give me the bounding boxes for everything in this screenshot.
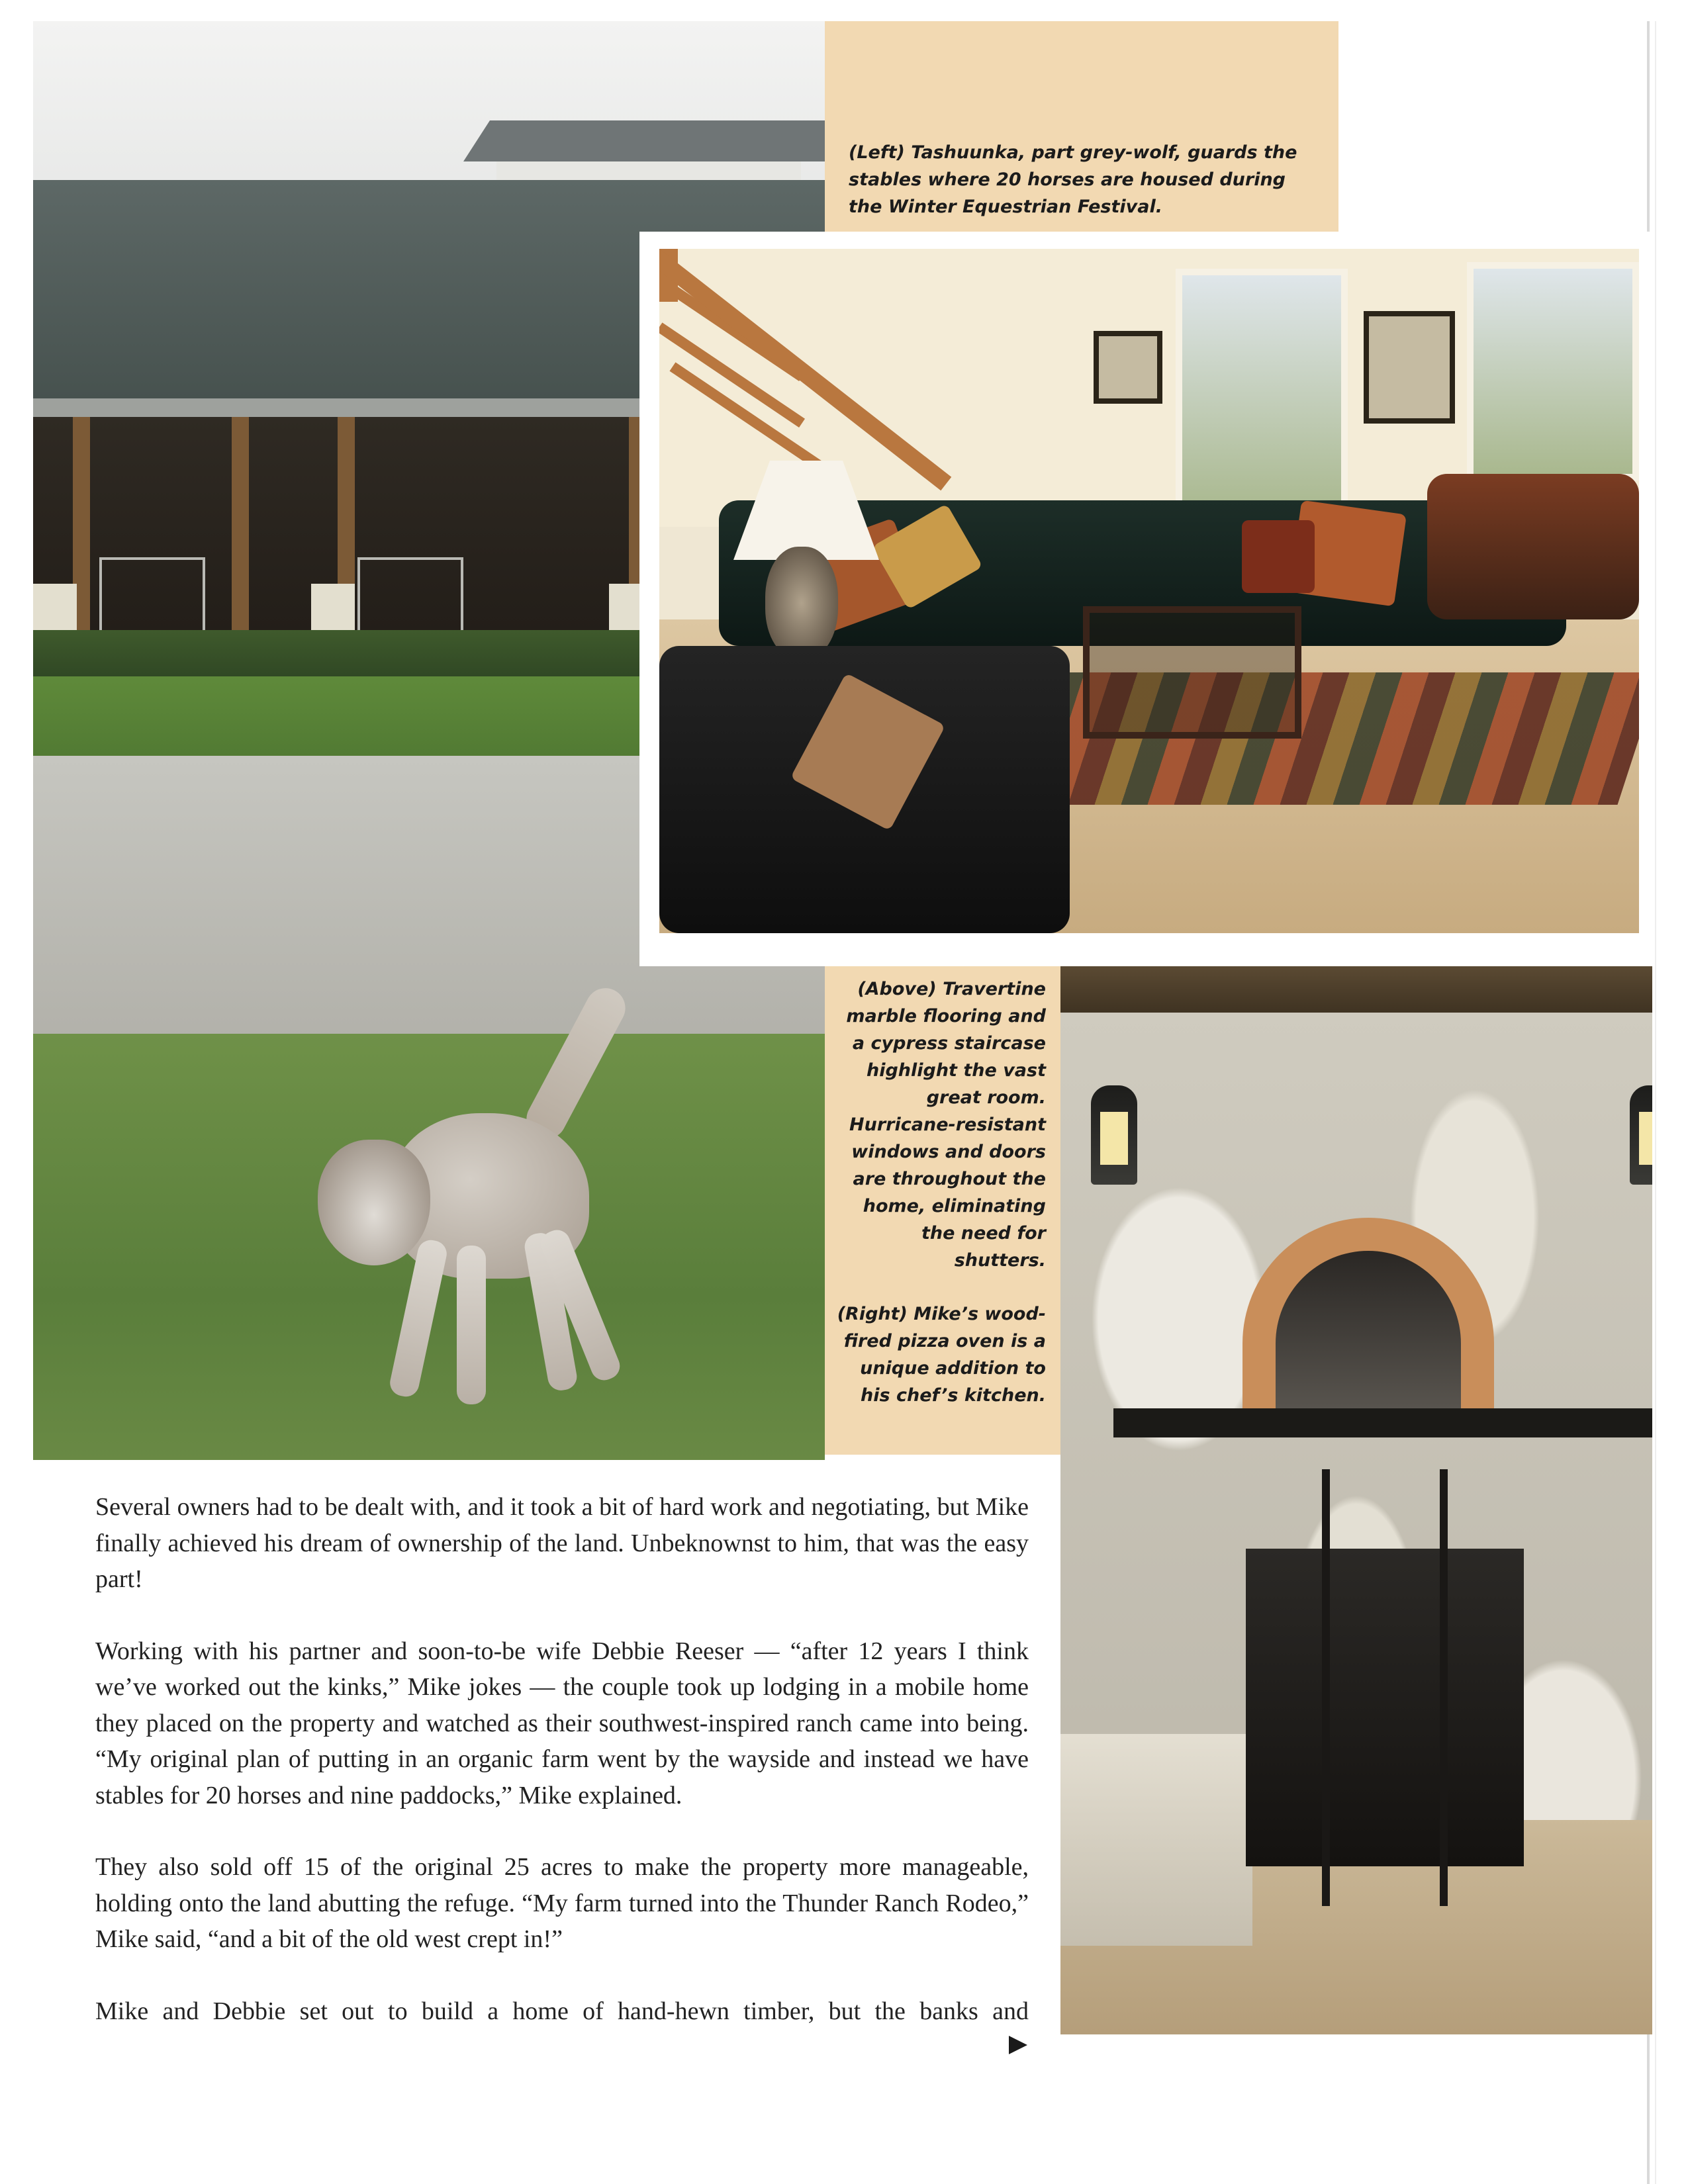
caption-pizza-oven: (Right) Mike’s wood-fired pizza oven is a unique addition to his chef’s kitchen. xyxy=(837,1304,1046,1406)
article-body xyxy=(95,1489,1029,2029)
paragraph-4: Mike and Debbie set out to build a home of hand-hewn timber, but the banks and xyxy=(95,1997,1029,2025)
caption-great-room: (Above) Travertine marble flooring and a cypress staircase highlight the vast great room. Hurricane-resistant windows and doors are throughout the home, eliminating the need for shutters. xyxy=(846,979,1046,1271)
paragraph-3: They also sold off 15 of the original 25 acres to make the property more manageable, holding onto the land abutting the refuge. “My farm turned into the Thunder Ranch Rodeo,” Mike said, “and a bit of the old west crept in!” xyxy=(95,1853,1029,1953)
caption-box-side xyxy=(825,966,1060,1455)
photo-pizza-oven xyxy=(1060,966,1652,2034)
paragraph-2: Working with his partner and soon-to-be wife Debbie Reeser — “after 12 years I think we’ve worked out the kinks,” Mike jokes — the couple took up lodging in a mobile home they placed on the property and watched as their southwest-inspired ranch came into being. “My original plan of putting in an organic farm went by the wayside and instead we have stables for 20 horses and nine paddocks,” Mike explained. xyxy=(95,1637,1029,1809)
continue-arrow-icon xyxy=(1009,2036,1027,2054)
page-spine-edge xyxy=(1655,21,1656,2184)
photo-great-room xyxy=(639,232,1652,966)
caption-box-top xyxy=(825,21,1338,232)
caption-stables: (Left) Tashuunka, part grey-wolf, guards the stables where 20 horses are housed during the Winter Equestrian Festival. xyxy=(849,142,1297,217)
paragraph-1: Several owners had to be dealt with, and it took a bit of hard work and negotiating, but Mike finally achieved his dream of ownership of the land. Unbeknownst to him, that was the easy part! xyxy=(95,1493,1029,1593)
